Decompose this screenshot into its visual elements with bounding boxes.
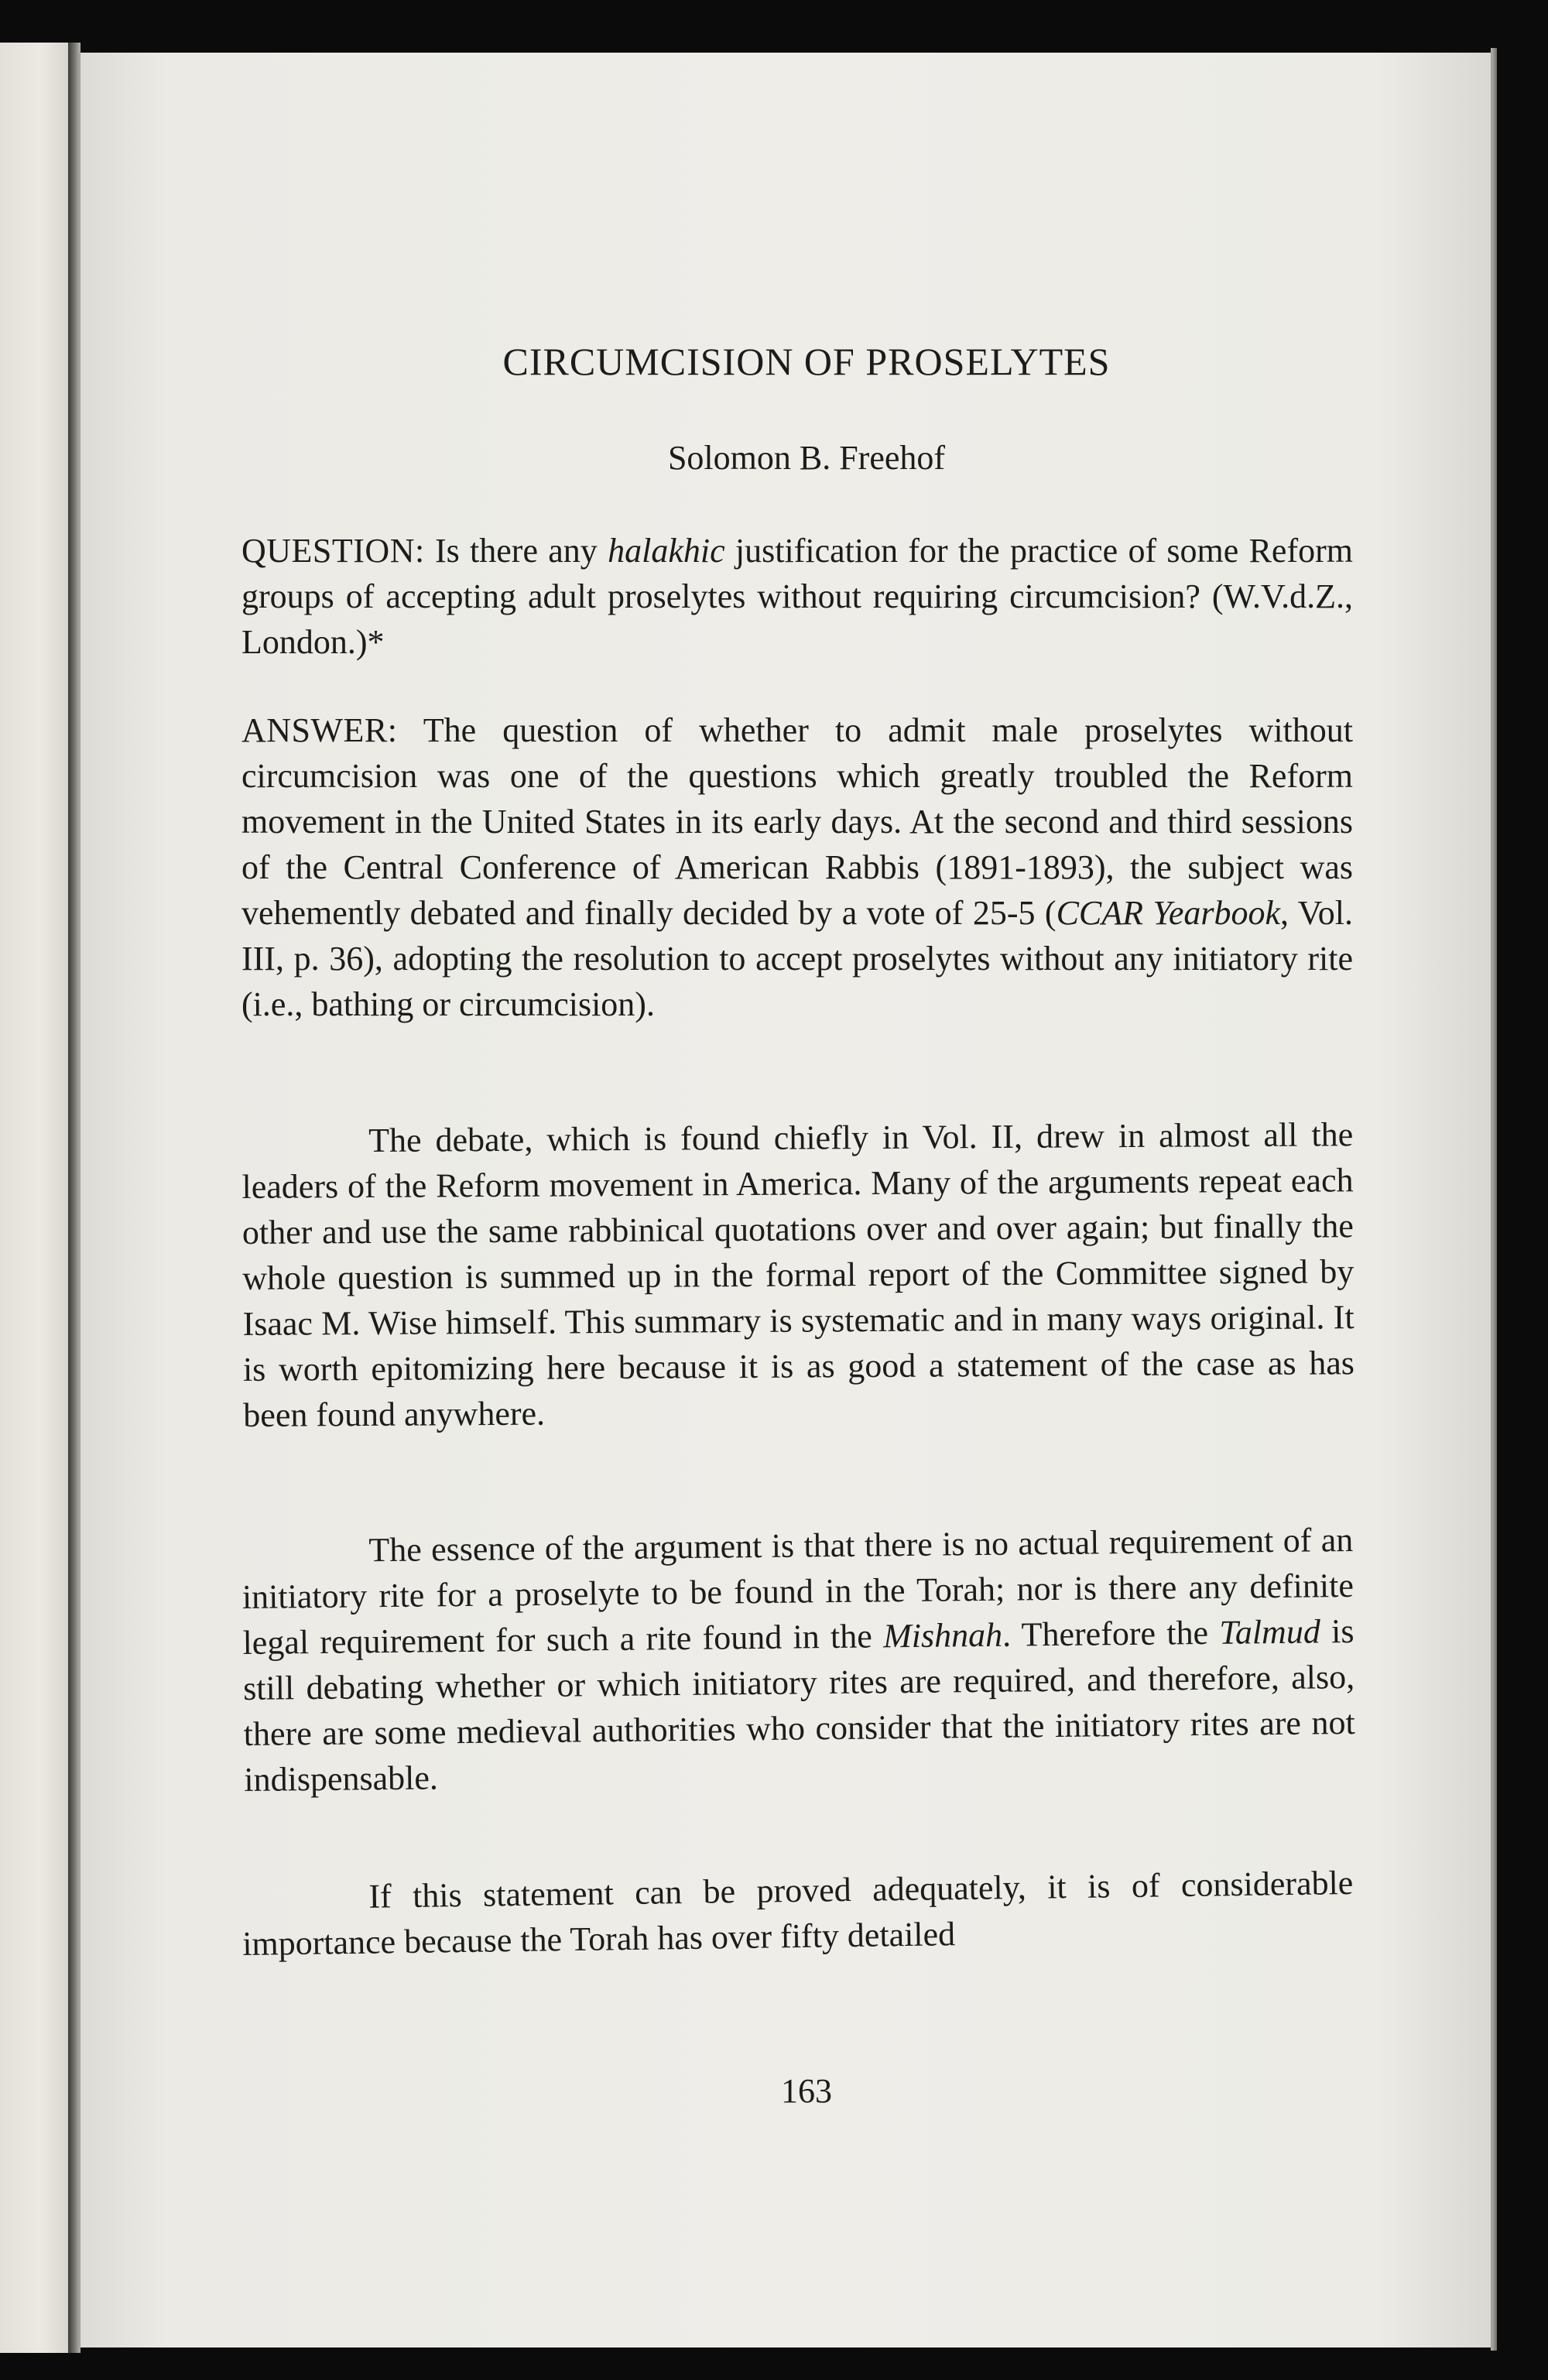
question-label: QUESTION: bbox=[241, 532, 425, 570]
chapter-title: CIRCUMCISION OF PROSELYTES bbox=[502, 340, 1111, 383]
essence-paragraph bbox=[241, 1517, 1356, 1803]
essence-text-3: is still debating whether or which initiatory rites are required, and therefore, also, there are some medieval authorities who consider that the initiatory rites are not indispensable. bbox=[242, 1611, 1355, 1799]
facing-page-edge bbox=[0, 43, 68, 2353]
book-gutter bbox=[68, 43, 80, 2353]
question-italic-term: halakhic bbox=[608, 532, 725, 570]
answer-text-1: The question of whether to admit male proselytes without circumcision was one of the questions which greatly troubled the Reform movement in the United States in its early days. At the second and third sessions of the Central Conference of American Rabbis (1891-1893), the subject was vehemently debated and finally decided by a vote of 25-5 ( bbox=[241, 711, 1353, 932]
author-name: Solomon B. Freehof bbox=[667, 439, 946, 477]
answer-label: ANSWER: bbox=[241, 711, 398, 749]
question-paragraph bbox=[241, 528, 1353, 665]
question-text-before: Is there any bbox=[424, 532, 608, 570]
debate-paragraph: The debate, which is found chiefly in Vol. II, drew in almost all the leaders of the Reform movement in America. Many of the arguments repeat each other and use the same rabbinical quotations over and over again; but finally the whole question is summed up in the formal report of the Committee signed by Isaac M. Wise himself. This summary is systematic and in many ways original. It is worth epitomizing here because it is as good a statement of the case as has been found anywhere. bbox=[241, 1115, 1355, 1434]
page-edge-shadow bbox=[1491, 48, 1497, 2351]
page-number: 163 bbox=[781, 2072, 832, 2110]
answer-text-2: , Vol. III, p. 36), adopting the resolution to accept proselytes without any initiatory rite (i.e., bathing or circumcision). bbox=[241, 894, 1353, 1023]
answer-italic-source: CCAR Yearbook bbox=[1056, 894, 1281, 932]
essence-text-2: . Therefore the bbox=[1002, 1613, 1220, 1654]
essence-text-1: The essence of the argument is that there is no actual requirement of an initiatory rite for a proselyte to be found in the Torah; nor is there any definite legal requirement for such a rite found in the bbox=[241, 1520, 1354, 1662]
answer-paragraph bbox=[241, 707, 1353, 1027]
closing-paragraph: If this statement can be proved adequately, it is of considerable importance because the Torah has over fifty detailed bbox=[241, 1863, 1354, 1963]
essence-italic-mishnah: Mishnah bbox=[882, 1615, 1003, 1656]
question-text-after: justification for the practice of some Reform groups of accepting adult proselytes without requiring circumcision? (W.V.d.Z., London.)* bbox=[241, 532, 1353, 661]
essence-italic-talmud: Talmud bbox=[1219, 1612, 1321, 1652]
book-page bbox=[80, 53, 1491, 2347]
